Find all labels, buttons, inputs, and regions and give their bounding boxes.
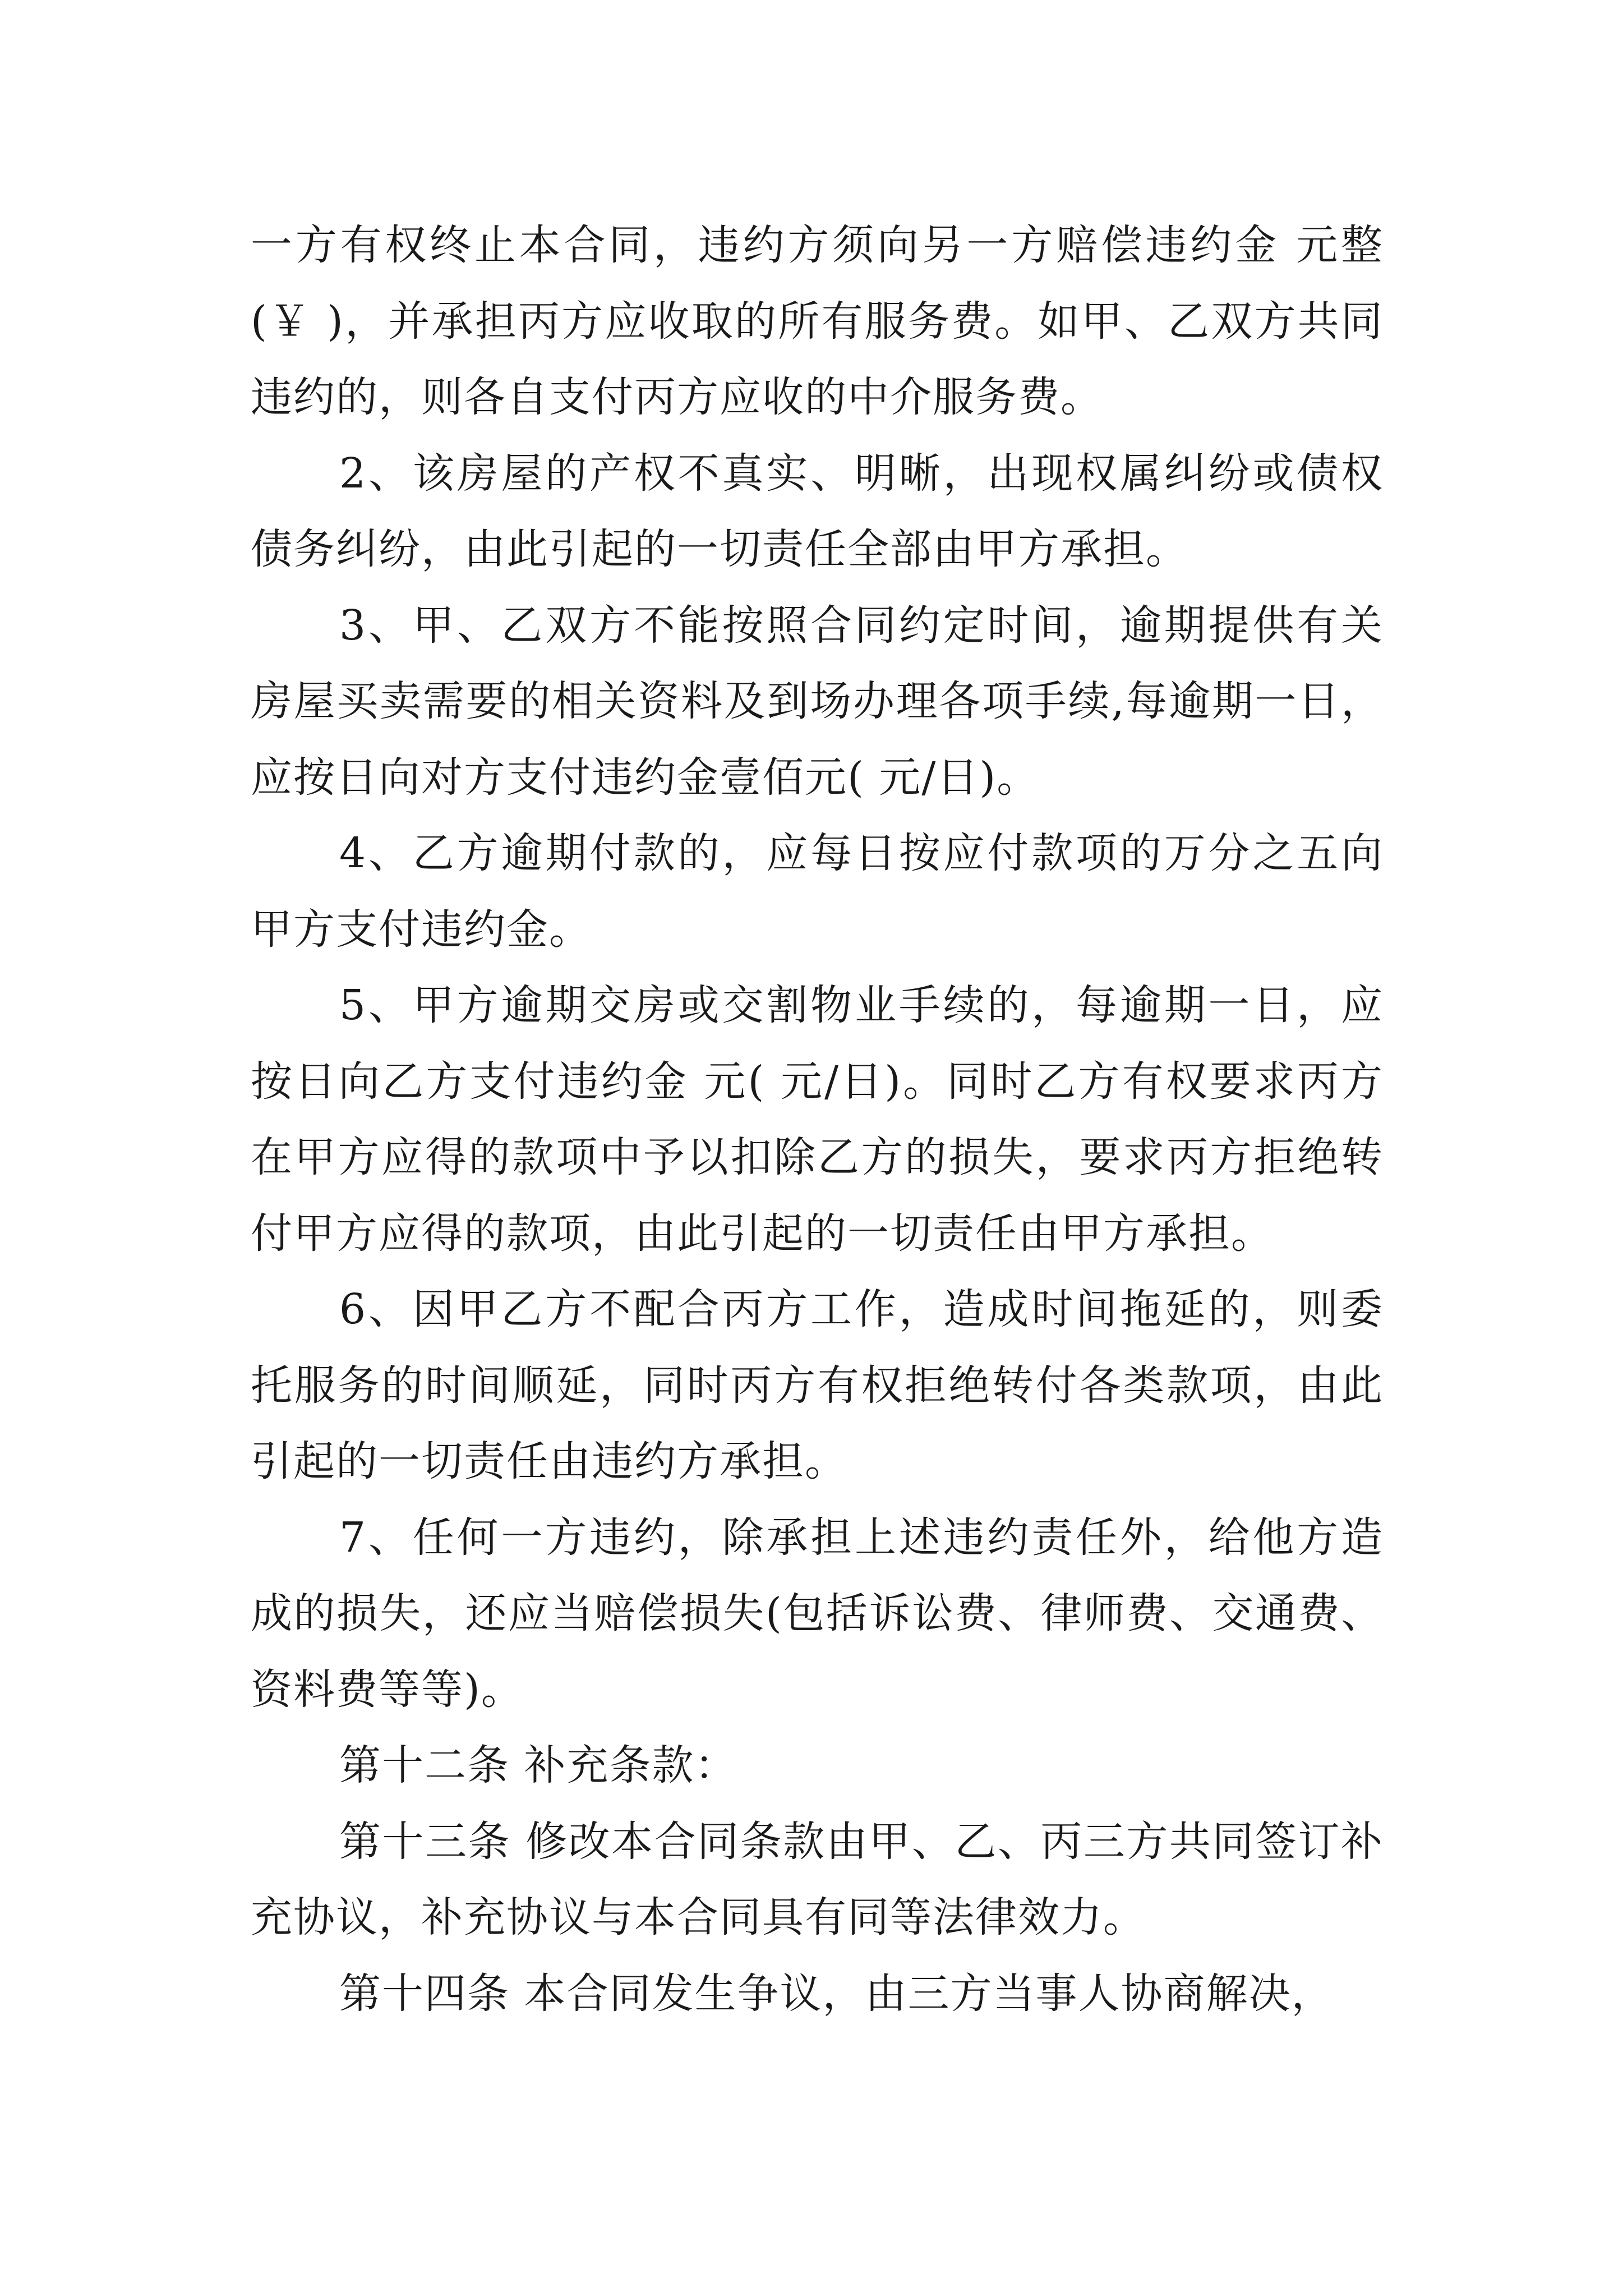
paragraph-clause-4: 4、乙方逾期付款的，应每日按应付款项的万分之五向甲方支付违约金。 [251, 829, 1384, 954]
article-12-heading: 第十二条 补充条款： [339, 1741, 737, 1789]
paragraph-clause-3: 3、甲、乙双方不能按照合同约定时间，逾期提供有关房屋买卖需要的相关资料及到场办理各项手续,每逾期一日，应按日向对方支付违约金壹佰元( 元/日)。 [251, 601, 1384, 802]
paragraph-penalty-continuation: 一方有权终止本合同，违约方须向另一方赔偿违约金 元整(￥ )，并承担丙方应收取的所有服务费。如甲、乙双方共同违约的，则各自支付丙方应收的中介服务费。 [251, 221, 1384, 421]
paragraph-clause-6: 6、因甲乙方不配合丙方工作，造成时间拖延的，则委托服务的时间顺延，同时丙方有权拒绝转付各类款项，由此引起的一切责任由违约方承担。 [251, 1285, 1384, 1485]
contract-text-body [251, 208, 1384, 2032]
article-13-paragraph: 第十三条 修改本合同条款由甲、乙、丙三方共同签订补充协议，补充协议与本合同具有同等法律效力。 [251, 1817, 1384, 1941]
paragraph-clause-5: 5、甲方逾期交房或交割物业手续的，每逾期一日，应按日向乙方支付违约金 元( 元/日)。同时乙方有权要求丙方在甲方应得的款项中予以扣除乙方的损失，要求丙方拒绝转付甲方应得的款项，由此引起的一切责任由甲方承担。 [251, 981, 1384, 1258]
article-14-paragraph: 第十四条 本合同发生争议，由三方当事人协商解决， [339, 1969, 1334, 2018]
paragraph-clause-2: 2、该房屋的产权不真实、明晰，出现权属纠纷或债权债务纠纷，由此引起的一切责任全部由甲方承担。 [251, 449, 1384, 573]
paragraph-clause-7: 7、任何一方违约，除承担上述违约责任外，给他方造成的损失，还应当赔偿损失(包括诉讼费、律师费、交通费、资料费等等)。 [251, 1513, 1384, 1714]
